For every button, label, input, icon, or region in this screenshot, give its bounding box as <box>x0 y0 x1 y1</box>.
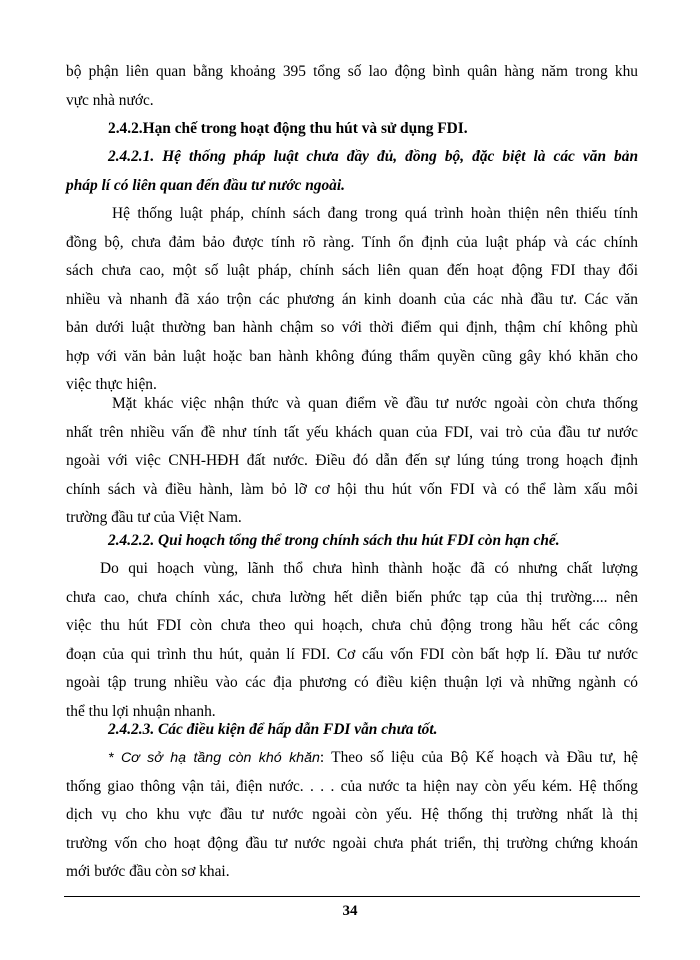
text-line: bản dưới luật thường ban hành chậm so với thời điểm qui định, thậm chí không phù <box>66 319 638 336</box>
section-heading-2-4-2 <box>108 115 638 144</box>
text-line: ngoài với việc CNH-HĐH đất nước. Điều đó dẫn đến sự lúng túng trong hoạch định <box>66 452 638 469</box>
text-line: Hệ thống luật pháp, chính sách đang trong quá trình hoàn thiện nên thiếu tính <box>112 205 638 222</box>
text-line: nhiều và nhanh đã xáo trộn các phương án kinh doanh của các nhà đầu tư. Các văn <box>66 290 638 308</box>
heading-line: 2.4.2.1. Hệ thống pháp luật chưa đầy đủ, đồng bộ, đặc biệt là các văn bản <box>108 148 638 165</box>
text-line: sách chưa cao, một số luật pháp, chính sách liên quan đến hoạt động FDI thay đổi <box>66 262 638 279</box>
text-line: việc thực hiện. <box>66 376 157 393</box>
section-title: 2.4.2.2. Qui hoạch tổng thể trong chính sách thu hút FDI còn hạn chế. <box>108 532 560 549</box>
text-line: thể thu lợi nhuận nhanh. <box>66 702 216 720</box>
text-line: vực nhà nước. <box>66 91 154 109</box>
text-run: : Theo số liệu của Bộ Kế hoạch và Đầu tư, hệ <box>319 749 638 766</box>
text-line: việc thu hút FDI còn chưa theo qui hoạch, chưa chủ động trong hầu hết các công <box>66 617 638 634</box>
footer-divider <box>64 896 640 897</box>
heading-line: pháp lí có liên quan đến đầu tư nước ngoài. <box>66 176 345 194</box>
text-line: chính sách và điều hành, làm bỏ lỡ cơ hội thu hút vốn FDI và có thể làm xấu môi <box>66 480 638 498</box>
text-line <box>66 744 638 773</box>
section-title: 2.4.2.Hạn chế trong hoạt động thu hút và sử dụng FDI. <box>108 120 468 137</box>
paragraph-conditions <box>66 744 638 887</box>
infrastructure-lead: * Cơ sở hạ tầng còn khó khăn <box>108 750 320 766</box>
text-line: thống giao thông vận tải, điện nước. . . . của nước ta hiện nay còn yếu kém. Hệ thống <box>66 777 638 795</box>
text-line: trường vốn cho hoạt động đầu tư nước ngoài chưa phát triển, thị trường chứng khoán <box>66 834 638 852</box>
text-line: mới bước đầu còn sơ khai. <box>66 863 230 880</box>
text-line: Mặt khác việc nhận thức và quan điểm về đầu tư nước ngoài còn chưa thống <box>112 395 638 412</box>
paragraph-legal-system <box>66 200 638 400</box>
text-line: dịch vụ cho khu vực đầu tư nước ngoài còn yếu. Hệ thống thị trường nhất là thị <box>66 806 638 823</box>
section-title: 2.4.2.3. Các điều kiện để hấp dẫn FDI vẫn chưa tốt. <box>108 721 438 738</box>
text-line: đoạn của qui trình thu hút, quản lí FDI. Cơ cấu vốn FDI còn bất hợp lí. Đầu tư nước <box>66 645 638 663</box>
paragraph-planning <box>66 555 638 726</box>
text-line: Do qui hoạch vùng, lãnh thổ chưa hình thành hoặc đã có nhưng chất lượng <box>100 560 638 577</box>
paragraph-awareness <box>66 390 638 533</box>
text-line: chưa cao, chưa chính xác, chưa lường hết diễn biến phức tạp của thị trường.... nên <box>66 588 638 606</box>
section-heading-2-4-2-3 <box>108 716 638 745</box>
text-line: đồng bộ, chưa đảm bảo được tính rõ ràng. Tính ổn định của luật pháp và các chính <box>66 233 638 251</box>
text-line: hợp với văn bản luật hoặc ban hành không đúng thẩm quyền cũng gây khó khăn cho <box>66 347 638 365</box>
text-line: ngoài tập trung nhiều vào các địa phương có điều kiện thuận lợi và những ngành có <box>66 674 638 691</box>
section-heading-2-4-2-1 <box>66 143 638 200</box>
section-heading-2-4-2-2 <box>108 527 638 556</box>
text-line: bộ phận liên quan bằng khoảng 395 tổng số lao động bình quân hàng năm trong khu <box>66 63 638 80</box>
continued-paragraph <box>66 58 638 115</box>
page-number: 34 <box>342 903 358 919</box>
text-line: trường đầu tư của Việt Nam. <box>66 509 242 526</box>
text-line: nhất trên nhiều vấn đề như tính tất yếu khách quan của FDI, vai trò của đầu tư nước <box>66 423 638 441</box>
